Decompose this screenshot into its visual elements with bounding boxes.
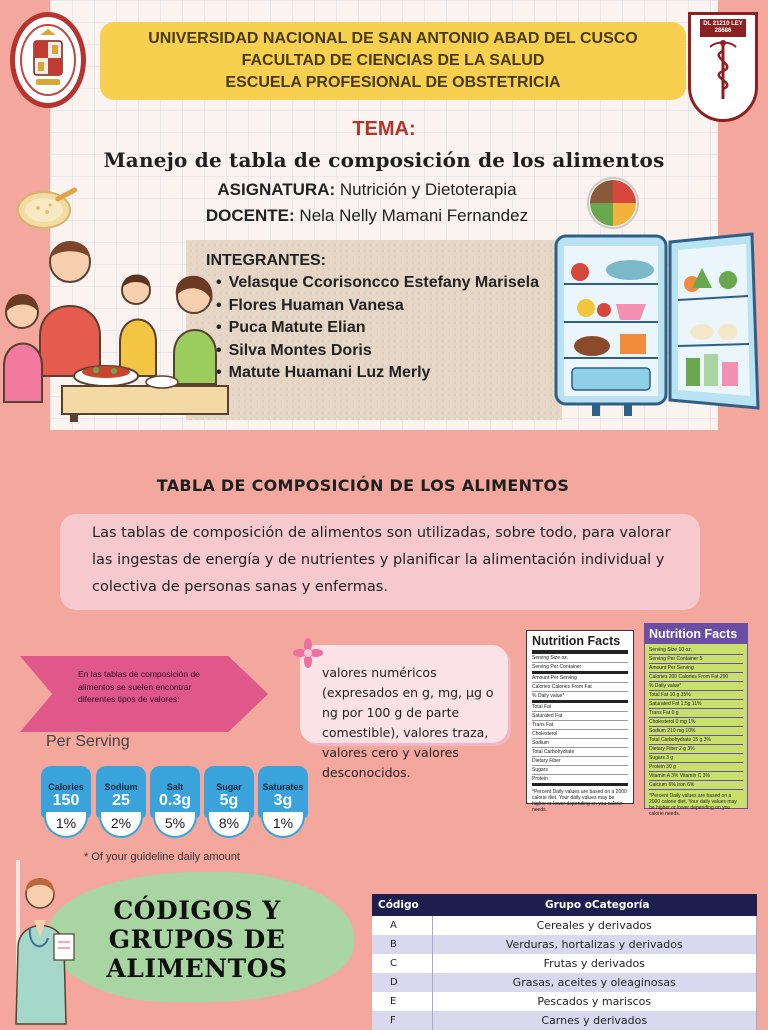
group-cell: Grasas, aceites y oleaginosas <box>432 973 757 992</box>
table-row <box>372 935 757 954</box>
food-plate-icon <box>586 176 640 230</box>
table-header-row <box>372 894 757 916</box>
nutrition-label-title: Nutrition Facts <box>532 634 628 654</box>
nutrition-row: Total Carbohydrate <box>532 748 628 757</box>
faculty-name: FACULTAD DE CIENCIAS DE LA SALUD <box>241 52 545 69</box>
codes-title-line: CÓDIGOS Y <box>113 896 281 925</box>
chip-body <box>150 766 200 818</box>
teacher-value: Nela Nelly Mamani Fernandez <box>299 206 529 225</box>
chip-body <box>204 766 254 818</box>
chip-percent: 8% <box>207 812 251 838</box>
nutrient-chip-salt <box>150 766 200 838</box>
nutrient-chip-sodium <box>96 766 146 838</box>
group-cell: Verduras, hortalizas y derivados <box>432 935 757 954</box>
nutrition-row: Calories Calories From Fat <box>532 683 628 692</box>
doctor-illustration <box>8 868 78 1024</box>
seal-tag: DL 21210 LEY 28686 <box>700 19 746 37</box>
code-cell: D <box>372 973 432 992</box>
nutrition-row: Protein 30 g <box>649 763 743 772</box>
nutrition-row: Total Carbohydrate 15 g 3% <box>649 736 743 745</box>
code-cell: B <box>372 935 432 954</box>
school-name: ESCUELA PROFESIONAL DE OBSTETRICIA <box>225 74 561 91</box>
group-cell: Carnes y derivados <box>432 1011 757 1030</box>
chip-name: Sodium <box>104 782 138 792</box>
table-row <box>372 916 757 935</box>
nutrition-label-plain <box>526 630 634 813</box>
member-item: • Flores Huaman Vanesa <box>216 295 539 318</box>
table-row <box>372 954 757 973</box>
food-groups-table <box>372 894 757 1030</box>
member-item: • Matute Huamani Luz Merly <box>216 362 539 385</box>
obstetrics-seal-icon <box>688 12 758 122</box>
nutrition-row: Amount Per Serving <box>649 664 743 673</box>
chip-body <box>258 766 308 818</box>
nutrition-row: Calories 200 Calories From Fat 200 <box>649 673 743 682</box>
nutrient-chip-sugar <box>204 766 254 838</box>
nutrition-row: Cholesterol <box>532 730 628 739</box>
chip-percent: 2% <box>99 812 143 838</box>
nutrition-row: Saturated Fat <box>532 712 628 721</box>
nutrition-row: Dietary Fiber 2 g 3% <box>649 745 743 754</box>
subject-value: Nutrición y Dietoterapia <box>339 180 517 199</box>
chip-value: 3g <box>273 792 293 809</box>
chip-percent: 1% <box>261 812 305 838</box>
group-cell: Pescados y mariscos <box>432 992 757 1011</box>
nutrition-row: % Daily value* <box>532 692 628 703</box>
group-cell: Frutas y derivados <box>432 954 757 973</box>
university-name: UNIVERSIDAD NACIONAL DE SAN ANTONIO ABAD DEL CUSCO <box>148 30 638 47</box>
nutrition-row: Sugars <box>532 766 628 775</box>
column-header-group: Grupo oCategoría <box>432 894 757 916</box>
chip-value: 5g <box>219 792 239 809</box>
nutrition-row: Vitamin A 3% Vitamin C 3% <box>649 772 743 781</box>
nutrition-row: Serving Size 10 oz. <box>649 646 743 655</box>
nutrient-chip-saturates <box>258 766 308 838</box>
nutrition-row: Total Fat 10 g 35% <box>649 691 743 700</box>
nutrition-row: Sodium <box>532 739 628 748</box>
flower-icon <box>293 638 323 668</box>
nutrition-row: Cholesterol 0 mg 1% <box>649 718 743 727</box>
chip-value: 150 <box>52 792 80 809</box>
chip-percent: 5% <box>153 812 197 838</box>
nutrition-row: Total Fat <box>532 703 628 712</box>
member-item: • Silva Montes Doris <box>216 340 539 363</box>
chip-name: Salt <box>166 782 184 792</box>
column-header-code: Código <box>372 894 432 916</box>
code-cell: A <box>372 916 432 935</box>
university-banner <box>100 22 686 100</box>
code-cell: E <box>372 992 432 1011</box>
table-row <box>372 1011 757 1030</box>
nutrition-footnote: *Percent Daily values are based on a 2000 calorie diet. Your daily values may be higher or lower depending on you calorie needs. <box>532 789 627 813</box>
nutrition-row: Trans Fat <box>532 721 628 730</box>
guideline-note: * Of your guideline daily amount <box>84 851 240 863</box>
per-serving-label: Per Serving <box>46 733 130 750</box>
values-text: valores numéricos (expresados en g, mg, µg o ng por 100 g de parte comestible), valores traza, valores cero y valores desconocidos. <box>322 665 494 780</box>
subject-label: ASIGNATURA: <box>217 180 336 199</box>
page-title: Manejo de tabla de composición de los alimentos <box>103 148 665 172</box>
member-item: • Puca Matute Elian <box>216 317 539 340</box>
chip-body <box>41 766 91 818</box>
nutrition-row: Trans Fat 0 g <box>649 709 743 718</box>
fridge-illustration <box>552 228 764 424</box>
nutrition-row: Saturated Fat 1.5g 11% <box>649 700 743 709</box>
chip-percent: 1% <box>44 812 88 838</box>
members-title: INTEGRANTES: <box>206 252 326 269</box>
nutrient-chip-calories <box>41 766 91 838</box>
nutrition-row: % Daily value* <box>649 682 743 691</box>
topic-label: TEMA: <box>352 118 416 140</box>
chip-value: 0.3g <box>158 792 191 809</box>
nutrition-row: Amount Per Serving <box>532 674 628 683</box>
member-item: • Velasque Ccorisoncco Estefany Marisela <box>216 272 539 295</box>
intro-box <box>60 514 700 610</box>
nutrition-row: Sodium 210 mg 10% <box>649 727 743 736</box>
codes-title-line: ALIMENTOS <box>106 954 288 983</box>
section-title: TABLA DE COMPOSICIÓN DE LOS ALIMENTOS <box>156 476 570 495</box>
nutrition-row: Serving Size oz. <box>532 654 628 663</box>
family-meal-illustration <box>0 226 228 422</box>
table-row <box>372 992 757 1011</box>
university-seal-icon <box>10 12 86 108</box>
nutrition-row: Sugars 3 g <box>649 754 743 763</box>
nutrition-row: Serving Per Container 5 <box>649 655 743 664</box>
nutrition-row: Dietary Fiber <box>532 757 628 766</box>
ribbon-text: En las tablas de composición de alimentos se suelen encontrar diferentes tipos de valores: <box>78 669 200 704</box>
intro-text: Las tablas de composición de alimentos son utilizadas, sobre todo, para valorar las ingestas de energía y de nutrientes y planificar la alimentación individual y colectiva de personas sanas y enfermas. <box>92 525 671 595</box>
codes-title-line: GRUPOS DE <box>108 925 286 954</box>
chip-name: Calories <box>48 782 84 792</box>
nutrition-row: Protein <box>532 775 628 786</box>
nutrition-footnote: *Percent Daily values are based on a 2000 calorie diet. Your daily values may be higher or lower depending on you calorie needs. <box>649 793 737 817</box>
code-cell: C <box>372 954 432 973</box>
nutrition-label-title: Nutrition Facts <box>645 624 747 644</box>
nutrition-label-colored <box>644 623 748 817</box>
table-row <box>372 973 757 992</box>
group-cell: Cereales y derivados <box>432 916 757 935</box>
chip-name: Sugar <box>216 782 242 792</box>
chip-value: 25 <box>112 792 130 809</box>
nutrition-row: Calcium 6% Iron 6% <box>649 781 743 790</box>
codes-title <box>62 896 332 983</box>
code-cell: F <box>372 1011 432 1030</box>
nutrition-row: Serving Per Container <box>532 663 628 674</box>
chip-name: Saturates <box>262 782 304 792</box>
teacher-label: DOCENTE: <box>205 206 295 225</box>
chip-body <box>96 766 146 818</box>
members-list <box>216 272 539 385</box>
